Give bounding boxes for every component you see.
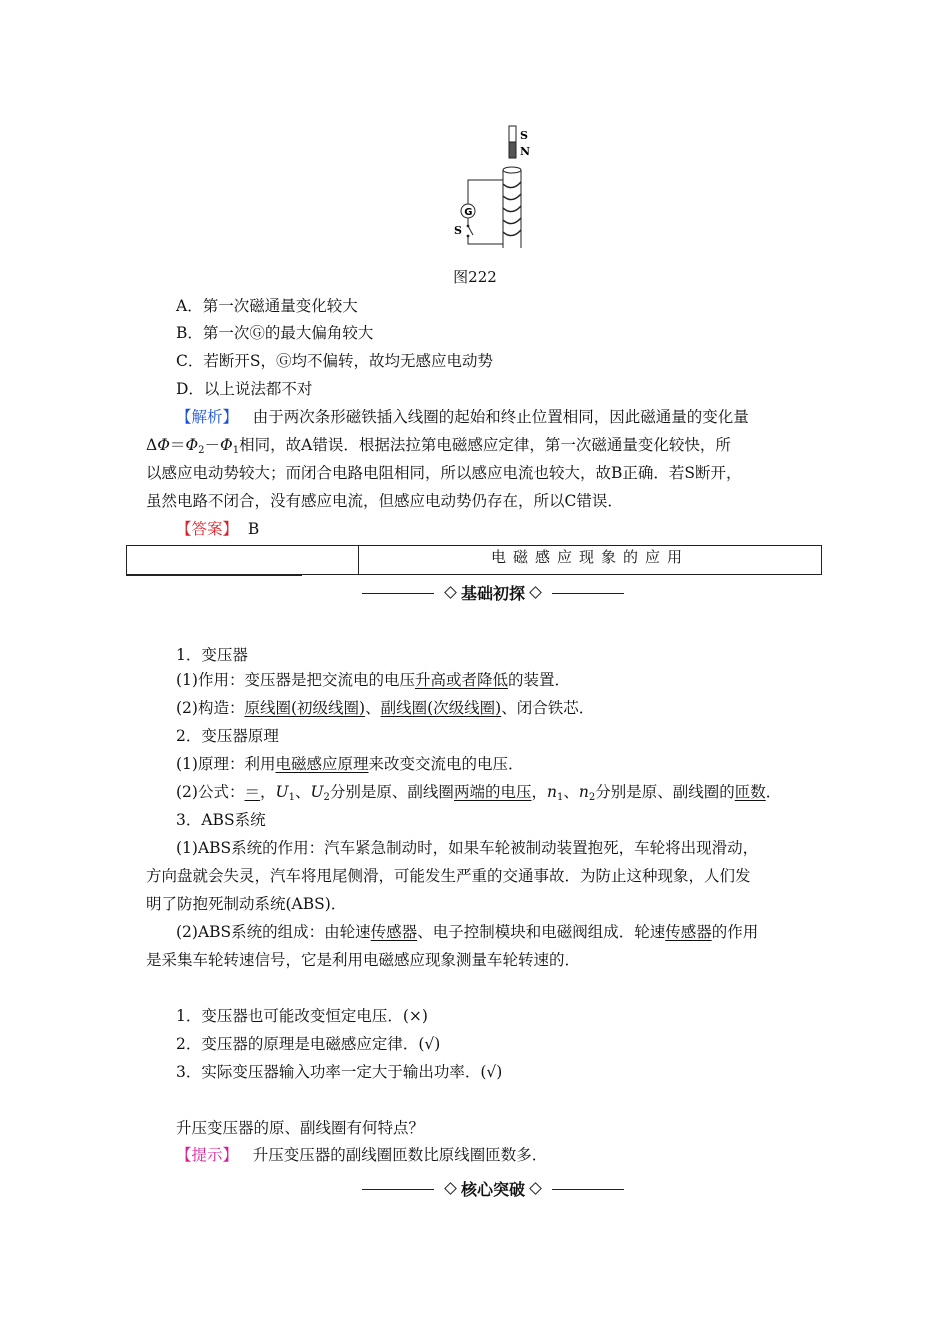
phi1-symbol: Φ: [220, 436, 233, 454]
p6-text-b: 、电子控制模块和电磁阀组成．轮速: [417, 923, 666, 941]
magnet-n-label: N: [520, 145, 531, 158]
bar-magnet-n-half: [509, 142, 516, 158]
basics-para-5-line-3: 明了防抱死制动系统(ABS)．: [146, 895, 347, 913]
p4-u1-sub: 1: [288, 792, 295, 803]
basics-para-6-line-1: [176, 922, 758, 942]
analysis-label: 【解析】: [176, 408, 239, 426]
p2-underline-1: 原线圈(初级线圈): [244, 699, 366, 717]
p4-text-c: 、: [294, 783, 311, 801]
phi2-subscript: 2: [198, 445, 205, 456]
hint-line: [176, 1145, 547, 1165]
delta-symbol: Δ: [146, 436, 158, 454]
p2-text-c: 、闭合铁芯．: [501, 699, 595, 717]
banner-rule-left: [362, 1189, 434, 1190]
diamond-icon: [529, 586, 542, 599]
p4-text-b: ，: [259, 783, 276, 801]
hint-text: 升压变压器的副线圈匝数比原线圈匝数多．: [252, 1146, 548, 1164]
p6-text-a: (2)ABS系统的组成：由轮速: [176, 923, 371, 941]
p4-u2: U: [310, 783, 324, 801]
basics-heading-2: 2．变压器原理: [176, 727, 279, 745]
banner-basics-text: 基础初探: [460, 584, 525, 603]
magnet-coil-circuit-figure: [440, 122, 550, 252]
section-header-left-cell: [127, 546, 359, 574]
option-c: C．若断开S，Ⓖ均不偏转，故均无感应电动势: [176, 352, 493, 370]
basics-para-4: [176, 782, 781, 808]
basics-para-5-line-2: 方向盘就会失灵，汽车将甩尾侧滑，可能发生严重的交通事故．为防止这种现象，人们发: [146, 867, 751, 885]
banner-basics: [362, 581, 624, 607]
hint-label: 【提示】: [176, 1146, 239, 1164]
coil-top: [503, 167, 521, 173]
option-a: A．第一次磁通量变化较大: [176, 297, 358, 315]
p4-text-h: ．: [765, 783, 782, 801]
p2-text-b: 、: [365, 699, 381, 717]
p4-text-e: ，: [531, 783, 547, 801]
p4-u1: U: [275, 783, 289, 801]
analysis-text-2: 相同，故A错误．根据法拉第电磁感应定律，第一次磁通量变化较快，所: [239, 436, 731, 454]
p1-underline: 升高或者降低: [414, 671, 508, 689]
p3-underline: 电磁感应原理: [275, 755, 369, 773]
diamond-icon: [529, 1182, 542, 1195]
p4-text-d: 分别是原、副线圈: [329, 783, 454, 801]
circuit-wire: [468, 180, 503, 204]
minus-sign: －: [204, 436, 221, 454]
banner-basics-title: [434, 581, 552, 607]
judgement-3: 3．实际变压器输入功率一定大于输出功率．(√): [176, 1063, 503, 1081]
answer-label: 【答案】: [176, 520, 239, 538]
analysis-line-1: [176, 407, 749, 427]
option-b: B．第一次Ⓖ的最大偏角较大: [176, 324, 374, 342]
coil-windings: [503, 182, 521, 236]
basics-heading-3: 3．ABS系统: [176, 811, 266, 829]
basics-para-3: [176, 754, 524, 774]
switch-icon: [468, 226, 473, 235]
section-header-title: 电磁感应现象的应用: [490, 548, 689, 566]
bar-magnet-s-half: [509, 126, 516, 142]
switch-label: S: [454, 224, 462, 237]
option-d: D．以上说法都不对: [176, 380, 313, 398]
p4-underline-voltage: 两端的电压: [453, 783, 532, 801]
banner-rule-left: [362, 593, 434, 594]
p6-underline-2: 传感器: [665, 923, 712, 941]
basics-para-5-line-1: (1)ABS系统的作用：汽车紧急制动时，如果车轮被制动装置抱死，车轮将出现滑动，: [176, 839, 759, 857]
p3-text-b: 来改变交流电的电压．: [368, 755, 524, 773]
section-header-table: [126, 545, 822, 575]
judgement-1: 1．变压器也可能改变恒定电压．(×): [176, 1007, 428, 1025]
banner-core-text: 核心突破: [460, 1180, 525, 1199]
basics-para-2: [176, 698, 594, 718]
p1-text-a: (1)作用：变压器是把交流电的电压: [176, 671, 415, 689]
p6-underline-1: 传感器: [370, 923, 418, 941]
basics-para-6-line-2: 是采集车轮转速信号，它是利用电磁感应现象测量车轮转速的．: [146, 951, 581, 969]
p4-text-f: 、: [563, 783, 579, 801]
p1-text-b: 的装置．: [507, 671, 570, 689]
p4-text-a: (2)公式：: [176, 783, 245, 801]
p4-n2-sub: 2: [588, 792, 596, 803]
judgement-2: 2．变压器的原理是电磁感应定律．(√): [176, 1035, 441, 1053]
figure-caption: 图222: [453, 268, 497, 286]
magnet-s-label: S: [520, 129, 528, 142]
analysis-text-1: 由于两次条形磁铁插入线圈的起始和终止位置相同，因此磁通量的变化量: [252, 408, 749, 426]
p4-text-g: 分别是原、副线圈的: [595, 783, 735, 801]
answer-line: [176, 519, 259, 539]
banner-rule-right: [552, 1189, 624, 1190]
galvanometer-label: G: [464, 207, 473, 218]
banner-core-title: [434, 1177, 552, 1203]
p3-text-a: (1)原理：利用: [176, 755, 276, 773]
p2-text-a: (2)构造：: [176, 699, 245, 717]
p4-n1-sub: 1: [556, 792, 564, 803]
phi2-symbol: Φ: [185, 436, 199, 454]
analysis-line-4: 虽然电路不闭合，没有感应电流，但感应电动势仍存在，所以C错误．: [146, 492, 623, 510]
answer-value: B: [247, 520, 260, 538]
p4-u2-sub: 2: [323, 792, 330, 803]
p4-n1: n: [546, 783, 557, 801]
diamond-icon: [444, 1182, 457, 1195]
section-header-underline: [126, 575, 302, 576]
basics-para-1: [176, 670, 570, 690]
analysis-line-3: 以感应电动势较大；而闭合电路电阻相同，所以感应电流也较大，故B正确．若S断开，: [146, 464, 742, 482]
p6-text-c: 的作用: [711, 923, 759, 941]
p4-underline-turns: 匝数: [734, 783, 766, 801]
thinking-question: 升压变压器的原、副线圈有何特点？: [176, 1119, 425, 1137]
analysis-line-2: [146, 435, 731, 461]
p2-underline-2: 副线圈(次级线圈): [380, 699, 502, 717]
phi-symbol: Φ: [157, 436, 170, 454]
diamond-icon: [444, 586, 457, 599]
basics-heading-1: 1．变压器: [176, 646, 248, 664]
p4-formula-blank: ＝: [244, 783, 260, 801]
equals-sign: ＝: [169, 436, 186, 454]
phi1-subscript: 1: [232, 445, 240, 456]
banner-core: [362, 1177, 624, 1203]
banner-rule-right: [552, 593, 624, 594]
p4-n2: n: [578, 783, 589, 801]
